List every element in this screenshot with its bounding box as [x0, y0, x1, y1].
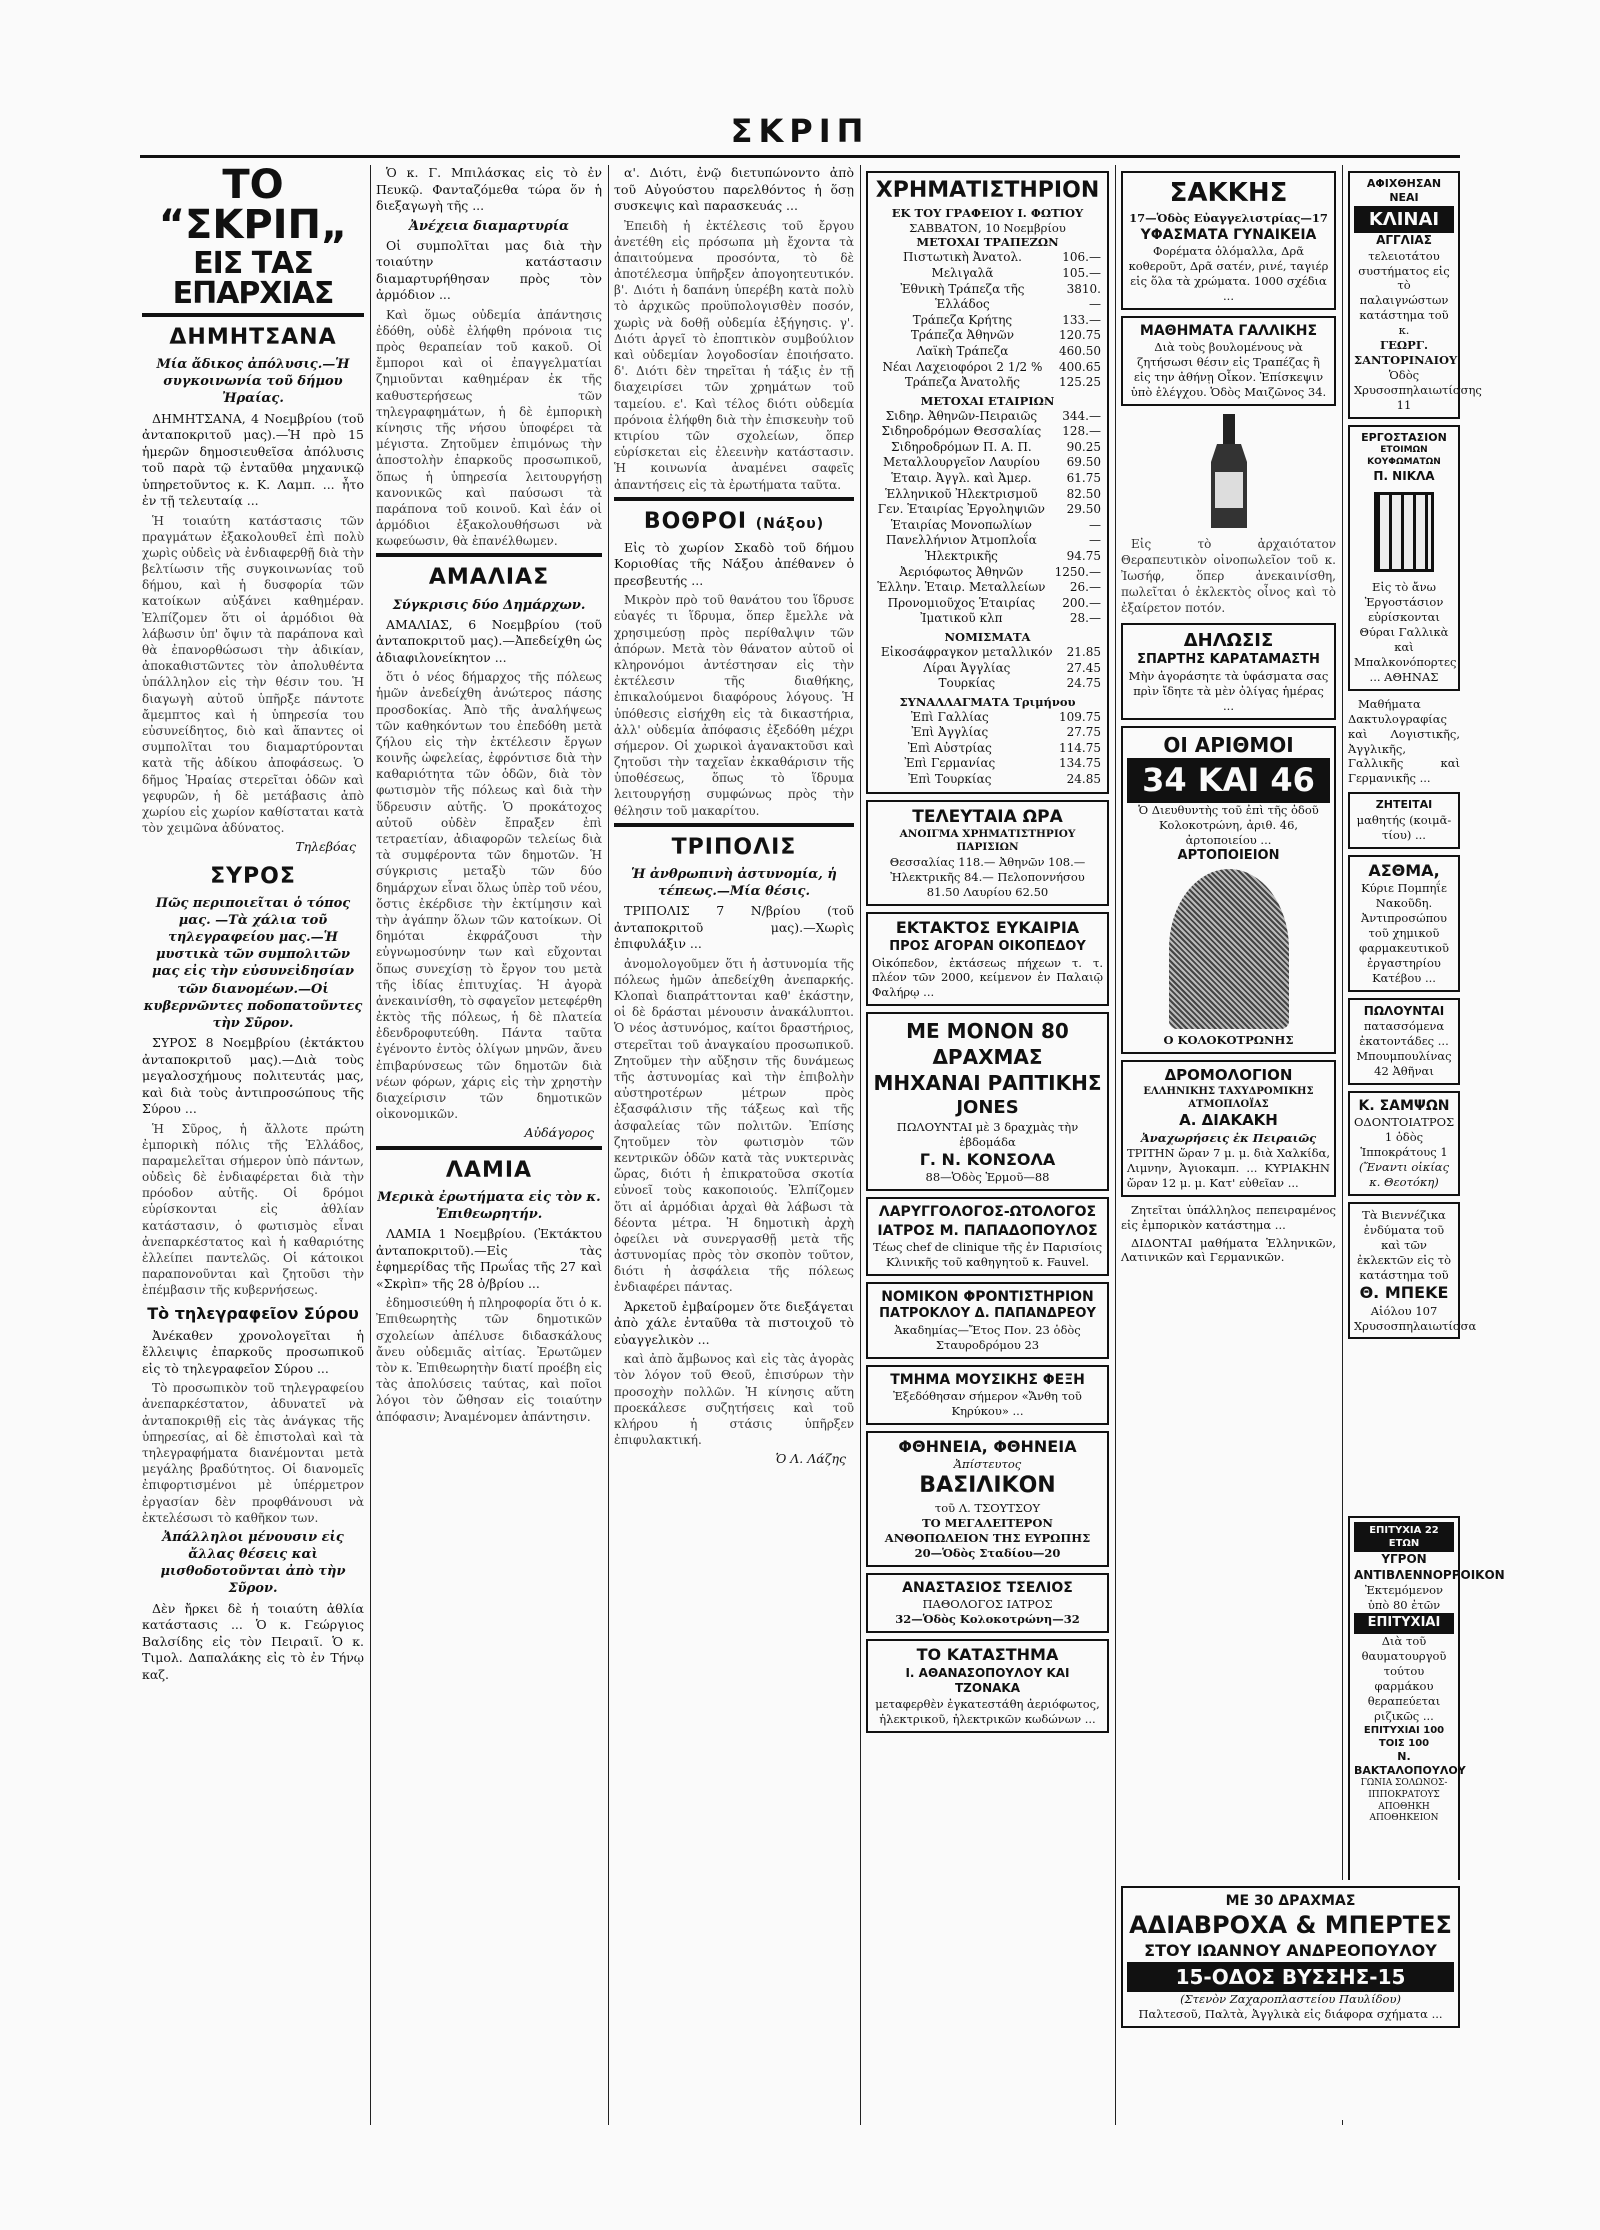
article-text-filler: ὅτι ὁ νέος δήμαρχος τῆς πόλεως ἡμῶν ἀνεδείχθη ἀνώτερος πάσης προσδοκίας. Ἀπὸ τῆς ἀναλήψεως τῶν καθηκόντων του ἐπεδόθη μετὰ ζήλου εἰς τὴν ἐκτέλεσιν ἔργων κοινῆς ὠφελείας, ἐφρόντισε διὰ τὴν καθαριότητα τῶν ὁδῶν, διὰ τὸν φωτισμὸν τῆς πόλεως καὶ διὰ τὴν ὕδρευσιν αὐτῆς. Ὁ προκάτοχος αὐτοῦ οὐδὲν ἔπραξεν ἐπὶ τετραετίαν, ἀδιαφορῶν τελείως διὰ τὰ συμφέροντα τῶν δημοτῶν. Ἡ σύγκρισις μεταξὺ τῶν δύο δημάρχων εἶναι ὅλως ὑπὲρ τοῦ νέου, ὅστις ἐκέρδισε τὴν ἐκτίμησιν καὶ τὴν ἀγάπην ὅλων τῶν κατοίκων. Οἱ δημόται ἐκφράζουσι τὴν εὐγνωμοσύνην των καὶ εὔχονται ὅπως συνεχίσῃ τὸ ἔργον του μετὰ τῆς ἰδίας ἐπιτυχίας. Ἡ ἀγορὰ ἀνεκαινίσθη, τὸ σφαγεῖον μετεφέρθη ἐκτὸς τῆς πόλεως, ἡ δὲ πλατεία ἐδενδροφυτεύθη. Πάντα ταῦτα ἐγένοντο ἐντὸς ὀλίγων μηνῶν, ἄνευ ἐπιβαρύνσεως τῶν δημοτῶν διὰ νέων φόρων, χάρις εἰς τὴν χρηστὴν διαχείρισιν τῶν δημοτικῶν οἰκονομικῶν.: [376, 670, 602, 1122]
bank-share-value: 460.50: [1059, 343, 1101, 358]
ad-remedy-text: Διὰ τοῦ θαυματουργοῦ τούτου φαρμάκου θεραπεύεται ριζικῶς ...: [1361, 1633, 1447, 1723]
divider: [614, 497, 854, 501]
divider: [376, 1146, 602, 1150]
currency-label: Λίραι Ἀγγλίας: [923, 660, 1011, 675]
ad-frames-title: ΕΡΓΟΣΤΑΣΙΟΝ: [1361, 430, 1447, 444]
company-share-row: [872, 533, 1103, 549]
ad-typing-text: Μαθήματα Δακτυλογραφίας καὶ Λογιστικῆς, Ἀγγλικῆς, Γαλλικῆς καὶ Γερμανικῆς ...: [1348, 696, 1460, 786]
ad-remedy-line: ΕΠΙΤΥΧΙΑΙ 100 ΤΟΙΣ 100: [1363, 1724, 1445, 1749]
ad-frames-name: Π. ΝΙΚΛΑ: [1373, 468, 1435, 483]
ad-law-school: [866, 1282, 1109, 1359]
column-2: [376, 165, 602, 2125]
ad-schedule-text: ΤΡΙΤΗΝ ὥραν 7 μ. μ. διὰ Χαλκίδα, Λιμνην, Ἀγιοκαμπ. ... ΚΥΡΙΑΚΗΝ ὥραν 12 μ. μ. Κατ' εὐθεῖαν ...: [1127, 1145, 1330, 1190]
currency-heading: ΝΟΜΙΣΜΑΤΑ: [944, 630, 1031, 644]
subheading: Μία ἄδικος ἀπόλυσις.—Ἡ συγκοινωνία τοῦ δήμου Ἠραίας.: [156, 357, 350, 407]
ad-law-title: ΝΟΜΙΚΟΝ ΦΡΟΝΤΙΣΤΗΡΙΟΝ: [881, 1288, 1094, 1305]
company-share-label: Ἑταιρίας Μονοπωλίων: [890, 517, 1032, 532]
exchange-rate-value: 27.75: [1066, 725, 1101, 740]
ad-beds-big: ΚΛΙΝΑΙ: [1354, 206, 1454, 233]
bank-shares-table: [872, 250, 1103, 390]
stock-exchange-box: [866, 171, 1109, 794]
company-share-row: [872, 471, 1103, 487]
ad-schedule: [1121, 1060, 1336, 1197]
company-share-value: 200.—: [1062, 595, 1101, 610]
company-share-row: [872, 409, 1103, 425]
ad-schedule-sub: ΕΛΛΗΝΙΚΗΣ ΤΑΧΥΔΡΟΜΙΚΗΣ ΑΤΜΟΠΛΟΪΑΣ: [1143, 1086, 1314, 1111]
article-text: Ἀρκετοῦ ἐμβαίρομεν ὅτε διεξάγεται ἀπὸ χάλε ἐνταῦθα τὰ πιστοιχοῦ τὸ εὐαγγελικὸν ...: [614, 1298, 854, 1347]
bank-share-label: Τράπεζα Κρήτης: [912, 312, 1013, 327]
article-text: ΤΡΙΠΟΛΙΣ 7 Ν/βρίου (τοῦ ἀνταποκριτοῦ μας).—Χωρὶς ἐπιφυλάξιν ...: [614, 903, 854, 952]
bank-share-value: 120.75: [1059, 328, 1101, 343]
article-text-filler: Ἡ Σῦρος, ἡ ἄλλοτε πρώτη ἐμπορικὴ πόλις τῆς Ἑλλάδος, παραμελεῖται σήμερον ὑπὸ πάντων, οὐδεὶς δὲ ἐνδιαφέρεται διὰ τὴν πρόοδον αὐτῆς. Οἱ δρόμοι εὑρίσκονται εἰς ἀθλίαν κατάστασιν, ὁ φωτισμὸς εἶναι ἀνεπαρκέστατος καὶ ἡ καθαριότης ἐλλείπει παντελῶς. Οἱ κάτοικοι παραπονοῦνται καὶ ζητοῦσι τὴν ἐπέμβασιν τῆς κυβερνήσεως.: [142, 1121, 364, 1298]
company-share-value: 128.—: [1062, 424, 1101, 439]
company-share-value: 90.25: [1066, 439, 1101, 454]
ad-physician-title: ΠΑΘΟΛΟΓΟΣ ΙΑΤΡΟΣ: [922, 1596, 1053, 1611]
column-rule: [860, 165, 861, 2125]
ad-plot-sale: [866, 912, 1109, 1007]
exchange-rate-row: [872, 725, 1103, 741]
exchange-rate-label: Ἐπὶ Τουρκίας: [908, 772, 992, 787]
ad-sakkis-sub: ΥΦΑΣΜΑΤΑ ΓΥΝΑΙΚΕΙΑ: [1140, 226, 1317, 243]
ad-remedy-big2: ΕΠΙΤΥΧΙΑΙ: [1354, 1613, 1454, 1634]
ad-for-sale: [1348, 998, 1460, 1085]
divider: [376, 553, 602, 557]
ad-raincoats-line1: ΜΕ 30 ΔΡΑΧΜΑΣ: [1225, 1893, 1356, 1909]
ad-declaration-text: Μὴν ἀγοράσητε τὰ ὑφάσματα σας πρὶν ἴδητε τὰ μὲν ὀλίγας ἡμέρας ...: [1128, 668, 1329, 713]
ad-bakery-logo: ΑΡΤΟΠΟΙΕΙΟΝ: [1177, 848, 1280, 864]
ad-clothes-addr: Αἰόλου 107 Χρυσοσπηλαιωτίσσα: [1354, 1303, 1477, 1333]
company-share-label: Σιδηροδρόμων Θεσσαλίας: [881, 424, 1042, 439]
company-share-row: [872, 424, 1103, 440]
bank-share-label: Νέαι Λαχειοφόροι 2 1/2 %: [882, 359, 1043, 374]
article-text-filler: ἐδημοσιεύθη ἡ πληροφορία ὅτι ὁ κ. Ἐπιθεωρητὴς τῶν δημοτικῶν σχολείων ἀπέλυσε διδασκάλους ἄνευ οὐδεμιᾶς αἰτίας. Ἐρωτῶμεν τὸν κ. Ἐπιθεωρητὴν διατί προέβη εἰς τὰς ἀπολύσεις ταύτας, καὶ ποῖοι λόγοι τὸν ὤθησαν εἰς τοιαύτην ἀπόφασιν; Ἀναμένομεν ἀπάντησιν.: [376, 1296, 602, 1424]
exchange-heading: ΣΥΝΑΛΛΑΓΜΑΤΑ Τριμήνου: [899, 694, 1076, 709]
company-share-label: Μεταλλουργεῖον Λαυρίου: [882, 455, 1040, 470]
ad-asthma: [1348, 855, 1460, 992]
article-text-filler: Ἐπειδὴ ἡ ἐκτέλεσις τοῦ ἔργου ἀνετέθη εἰς πρόσωπα μὴ ἔχοντα τὰ ἀπαιτούμενα προσόντα, τὸ δὲ ἀποτέλεσμα ὑπῆρξεν ἀπογοητευτικόν. β'. Διότι ἡ δαπάνη ὑπερέβη κατὰ πολὺ τὸ ἀρχικῶς προϋπολογισθὲν ποσόν, χωρὶς νὰ δοθῇ οὐδεμία ἐξήγησις. γ'. Διότι ἀργεῖ τὸ ἐποπτικὸν συμβούλιον καὶ οὐδεμίαν λογοδοσίαν ἐποιήσατο. δ'. Διότι δὲν τηρεῖται ἡ τάξις ἐν τῇ διαχειρίσει τῶν χρημάτων τοῦ ταμείου. ε'. Καὶ τέλος διότι οὐδεμία πρόνοια ἐλήφθη διὰ τὴν ἐπισκευὴν τοῦ κτιρίου τῶν σχολείων, ὅπερ εὑρίσκεται εἰς ἐλεεινὴν κατάστασιν. Ἡ κοινωνία ἀναμένει σαφεῖς ἀπαντήσεις εἰς τὰ ἐρωτήματα ταῦτα.: [614, 218, 854, 492]
exchange-rate-value: 109.75: [1059, 709, 1101, 724]
ad-remedy-title: ΕΠΙΤΥΧΙΑ 22 ΕΤΩΝ: [1354, 1522, 1454, 1552]
currency-value: 24.75: [1066, 676, 1101, 691]
divider: [614, 823, 854, 827]
company-share-row: [872, 440, 1103, 456]
company-share-row: [872, 487, 1103, 503]
ad-music-text: Ἐξεδόθησαν σήμερον «Ἄνθη τοῦ Κηρύκου» ...: [893, 1388, 1082, 1418]
last-hour-title: ΤΕΛΕΥΤΑΙΑ ΩΡΑ: [912, 806, 1063, 827]
ad-florist-sub: Ἀπίστευτος: [953, 1457, 1022, 1472]
company-share-value: 94.75: [1066, 549, 1101, 564]
subheading: Μερικὰ ἐρωτήματα εἰς τὸν κ. Ἐπιθεωρητήν.: [377, 1189, 601, 1223]
bank-share-label: Τράπεζα Ἀνατολῆς: [904, 375, 1020, 390]
ad-for-sale-title: ΠΩΛΟΥΝΤΑΙ: [1363, 1003, 1445, 1018]
ad-physician: [866, 1573, 1109, 1633]
bank-share-row: [872, 250, 1103, 266]
company-share-label: Ἑλλην. Ἑταιρ. Μεταλλείων: [877, 580, 1046, 595]
article-text-filler: Μικρὸν πρὸ τοῦ θανάτου του ἵδρυσε εὐαγές τι ἵδρυμα, ὅπερ ἔμελλε νὰ χρησιμεύσῃ πρὸς περίθαλψιν τῶν ἀπόρων. Μετὰ τὸν θάνατον αὐτοῦ οἱ κληρονόμοι ἀντέστησαν εἰς τὴν ἐκτέλεσιν τῆς διαθήκης, ἐπικαλούμενοι διαφόρους λόγους. Ἡ ὑπόθεσις εἰσήχθη εἰς τὰ δικαστήρια, ἀλλ' οὐδεμία ἀπόφασις ἐξεδόθη μέχρι σήμερον. Οἱ χωρικοὶ ἀγανακτοῦσι καὶ ζητοῦσι τὴν ταχεῖαν ἐκκαθάρισιν τῆς ὑποθέσεως, ὅπως τὸ ἵδρυμα λειτουργήσῃ συμφώνως πρὸς τὴν θέλησιν τοῦ μακαρίτου.: [614, 593, 854, 818]
currency-row: [872, 645, 1103, 661]
company-share-row: [872, 502, 1103, 518]
ad-beds-name: ΓΕΩΡΓ. ΣΑΝΤΟΡΙΝΑΙΟΥ: [1354, 338, 1458, 368]
ad-clothes-name: Θ. ΜΠΕΚΕ: [1359, 1282, 1449, 1302]
exchange-rate-label: Ἐπὶ Ἀγγλίας: [911, 725, 989, 740]
ad-sewing-brand: JONES: [956, 1097, 1019, 1119]
ad-tonic-text: Εἰς τὸ ἀρχαιότατον Θεραπευτικὸν οἰνοπωλεῖον τοῦ κ. Ἰωσήφ, ὅπερ ἀνεκαινίσθη, πωλεῖται ὁ ἐκλεκτὸς οἶνος καὶ τὸ ἐξαίρετον ποτόν.: [1121, 536, 1336, 616]
bank-share-value: 125.25: [1059, 375, 1101, 390]
ad-dentist-addr2: (Ἔναντι οἰκίας κ. Θεοτόκη): [1358, 1160, 1450, 1190]
company-share-label: Ἰματικοῦ κλπ: [920, 611, 1003, 626]
article-text: ΔΗΜΗΤΣΑΝΑ, 4 Νοεμβρίου (τοῦ ἀνταποκριτοῦ μας).—Ἡ πρὸ 15 ἡμερῶν δημοσιευθεῖσα ἀπόλυσις τοῦ παρὰ τῷ ἐνταῦθα μηχανικῷ ὑπηρετοῦντος κ. Κ. Λαμπ. ... ἦτο ἐν τῇ τελευταίᾳ ...: [142, 410, 364, 508]
article-text-filler: Ἡ τοιαύτη κατάστασις τῶν πραγμάτων ἐξακολουθεῖ ἐπὶ πολὺ χωρὶς οὐδεὶς νὰ ἐνδιαφερθῇ διὰ τὴν βελτίωσιν τῆς συγκοινωνίας τοῦ δήμου, καὶ ἡ δυσφορία τῶν κατοίκων αὐξάνει καθημέραν. Ἐλπίζομεν ὅτι οἱ ἁρμόδιοι θὰ λάβωσιν ὑπ' ὄψιν τὰ παράπονα καὶ θὰ ἐπανορθώσωσι τὴν ἀδικίαν, ἀποκαθιστῶντες τὸν ἀπολυθέντα ὑπάλληλον εἰς τὴν θέσιν του. Ἡ διαγωγὴ αὐτοῦ ὑπῆρξε πάντοτε ἄμεμπτος καὶ ἡ ὑπηρεσία του εὐσυνείδητος, διὸ καὶ ἅπαντες οἱ συμπολῖται του διαμαρτύρονται κατὰ τῆς ἀδίκου ἀποφάσεως. Ὁ δῆμος Ἡραίας στερεῖται ὁδῶν καὶ γεφυρῶν, ἡ δὲ μετάβασις ἀπὸ χωρίου εἰς χωρίον καθίσταται κατὰ τὸν χειμῶνα ἀδύνατος.: [142, 513, 364, 836]
ad-declaration-title: ΔΗΛΩΣΙΣ: [1183, 629, 1274, 651]
ad-ent-title: ΛΑΡΥΓΓΟΛΟΓΟΣ-ΩΤΟΛΟΓΟΣ: [878, 1204, 1097, 1221]
column-rule: [370, 165, 371, 2125]
ad-wanted-text: Ζητεῖται ὑπάλληλος πεπειραμένος εἰς ἐμπορικὸν κατάστημα ...: [1121, 1202, 1336, 1232]
ad-wanted: [1348, 792, 1460, 848]
currency-label: Εἰκοσάφραγκον μεταλλικόν: [880, 644, 1053, 659]
company-share-value: 26.—: [1069, 580, 1101, 595]
ad-schedule-title: ΔΡΟΜΟΛΟΓΙΟΝ: [1164, 1065, 1293, 1084]
ad-raincoats-wrapper: [1121, 1880, 1460, 2120]
ad-clothes-text: Τὰ Βιεννέζικα ἐνδύματα τοῦ καὶ τῶν ἐκλεκτῶν εἰς τὸ κατάστημα τοῦ: [1356, 1208, 1452, 1282]
ad-sakkis-addr: 17—Ὁδὸς Εὐαγγελιστρίας—17: [1129, 210, 1328, 225]
ad-beds: [1348, 171, 1482, 419]
masthead-title: ΣΚΡΙΠ: [730, 112, 870, 150]
ad-clothes: [1348, 1202, 1477, 1339]
bank-share-value: 400.65: [1059, 359, 1101, 374]
company-share-value: —: [1089, 533, 1101, 548]
section-syros: ΣΥΡΟΣ: [210, 863, 296, 889]
company-share-row: [872, 518, 1103, 534]
ad-physician-addr: 32—Ὁδὸς Κολοκοτρώνη—32: [895, 1611, 1080, 1626]
ad-store-text: μεταφερθὲν ἐγκατεστάθη ἀεριόφωτος, ἠλεκτρικοῦ, ἠλεκτρικῶν κωδώνων ...: [875, 1696, 1100, 1726]
column-rule: [1342, 165, 1343, 2125]
article-text: ΣΥΡΟΣ 8 Νοεμβρίου (ἐκτάκτου ἀνταποκριτοῦ μας).—Διὰ τοὺς μεγαλοσχήμους πολιτευτάς μας, καὶ διὰ τοὺς ἀντιπροσώπους τῆς Σύρου ...: [142, 1035, 364, 1117]
ad-plot-text: Οἰκόπεδον, ἐκτάσεως πήχεων τ. τ. πλέον τῶν 2000, κείμενον ἐν Παλαιῷ Φαλήρῳ ...: [872, 955, 1103, 1000]
company-share-label: Σιδηρ. Ἀθηνῶν-Πειραιῶς: [885, 408, 1038, 423]
bank-share-label: Πιστωτικὴ Ἀνατολ.: [902, 250, 1022, 265]
ad-sakkis-title: ΣΑΚΚΗΣ: [1169, 178, 1288, 208]
ad-sewing-line2: ΜΗΧΑΝΑΙ ΡΑΠΤΙΚΗΣ: [873, 1071, 1102, 1096]
section-amalias: ΑΜΑΛΙΑΣ: [428, 565, 550, 591]
column-rule: [608, 165, 609, 2125]
ad-french-lessons: [1121, 316, 1336, 406]
bottle-illustration: [1199, 412, 1259, 532]
signature: Αὐδάγορος: [524, 1125, 594, 1141]
ad-florist-addr: 20—Ὁδὸς Σταδίου—20: [914, 1545, 1061, 1560]
subheading: Ἀνέχεια διαμαρτυρία: [408, 218, 570, 234]
article-text: Ὁ κ. Γ. Μπιλάσκας εἰς τὸ ἐν Πευκῷ. Φανταζόμεθα τώρα ὅν ἡ διεξαγωγὴ τῆς ...: [376, 165, 602, 213]
section-lamia: ΛΑΜΙΑ: [445, 1157, 533, 1183]
ad-sakkis-text: Φορέματα ὁλόμαλλα, Δρᾶ κοθεροῦτ, Δρᾶ σατέν, ρινέ, ταγιέρ εἰς ὅλα τὰ χρώματα. 1000 σχέδια ...: [1128, 243, 1329, 303]
currency-value: 27.45: [1066, 660, 1101, 675]
exchange-rate-row: [872, 772, 1103, 788]
company-share-label: Ἑλληνικοῦ Ἠλεκτρισμοῦ: [885, 486, 1038, 501]
company-share-row: [872, 580, 1103, 596]
ad-asthma-title: ΑΣΘΜΑ,: [1368, 860, 1440, 880]
ad-music: [866, 1365, 1109, 1425]
bank-share-value: 105.—: [1062, 266, 1101, 280]
last-hour-text: Θεσσαλίας 118.— Ἀθηνῶν 108.— Ἠλεκτρικῆς 84.— Πελοποννήσου 81.50 Λαυρίου 62.50: [889, 855, 1086, 899]
article-text: α'. Διότι, ἐνῷ διετυπώνοντο ἀπὸ τοῦ Αὐγούστου παρελθόντος ἡ ὅσῃ συσκεψις καὶ παρασκευάς ...: [614, 165, 854, 213]
ad-french-text: Διὰ τοὺς βουλομένους νὰ ζητήσωσι θέσιν εἰς Τραπέζας ἢ εἰς την ἀθήνῃ Οἶκον. Ἐπίσκεψιν ὑπὸ ἐλέγχου. Ὁδὸς Μαιζῶνος 34.: [1130, 339, 1327, 399]
currency-table: [872, 645, 1103, 692]
ad-remedy-sub: Ἐκτεμόμενον ὑπὸ 80 ἐτῶν: [1364, 1583, 1444, 1613]
article-text: Εἰς τὸ χωρίον Σκαδὸ τοῦ δήμου Κοριοθίας τῆς Νάξου ἀπέθανεν ὁ πρεσβευτής ...: [614, 539, 854, 588]
ad-remedy-shop: Ν. ΒΑΚΤΑΛΟΠΟΥΛΟΥ: [1354, 1749, 1466, 1777]
ad-wanted-desc: μαθητής (κοιμᾶ-τίου) ...: [1356, 812, 1452, 842]
exchange-rate-value: 114.75: [1059, 740, 1101, 755]
ad-bakery-text: Ὁ Διευθυντὴς τοῦ ἐπὶ τῆς ὁδοῦ Κολοκοτρώνη, ἀριθ. 46, ἀρτοποιείου ...: [1138, 803, 1319, 848]
ad-remedy-big: ΥΓΡΟΝ ΑΝΤΙΒΛΕΝΝΟΡΡΟΙΚΟΝ: [1354, 1552, 1505, 1582]
article-text: Δὲν ἤρκει δὲ ἡ τοιαύτη ἀθλία κατάστασις ... Ὁ κ. Γεώργιος Βαλσίδης εἰς τὸν Πειραιῖ. Ὁ κ. Τιμολ. Δαπαλάκης εἰς τὸ ἐν Τήνῳ καζ.: [142, 1600, 364, 1682]
bottle-icon: [1199, 412, 1259, 532]
ad-beds-text: τελειοτάτου συστήματος εἰς τὸ παλαιγνώστων κατάστημα τοῦ κ.: [1358, 248, 1450, 338]
ad-bakery-title: ΟΙ ΑΡΙΘΜΟΙ: [1163, 732, 1294, 757]
ad-wanted-title: ΖΗΤΕΙΤΑΙ: [1375, 798, 1433, 812]
column-5: [1121, 165, 1336, 2125]
ad-dentist-title: Κ. ΣΑΜΨΩΝ: [1358, 1098, 1450, 1115]
article-text-filler: καὶ ἀπὸ ἄμβωνος καὶ εἰς τὰς ἀγορὰς τὸν λόγον τοῦ Θεοῦ, ἐπισύρων τὴν προσοχὴν πολλῶν. Ἡ κίνησις αὕτη προεκάλεσε συζητήσεις καὶ τοῦ κλήρου ἡ στάσις ὑπῆρξεν ἐπιφυλακτική.: [614, 1352, 854, 1448]
ad-sakkis: [1121, 171, 1336, 310]
ad-store: [866, 1639, 1109, 1733]
ad-florist-name: τοῦ Λ. ΤΣΟΥΤΣΟΥ: [934, 1500, 1041, 1515]
ad-dentist-sub: ΟΔΟΝΤΟΙΑΤΡΟΣ: [1354, 1115, 1455, 1130]
ad-frames-sub: ΕΤΟΙΜΩΝ ΚΟΥΦΩΜΑΤΩΝ: [1367, 445, 1441, 467]
signature: Ὁ Λ. Λάζης: [775, 1451, 846, 1467]
ad-physician-name: ΑΝΑΣΤΑΣΙΟΣ ΤΣΕΛΙΟΣ: [902, 1579, 1073, 1596]
subsection-telegraph: Τὸ τηλεγραφεῖον Σύρου: [147, 1303, 359, 1323]
article-text: ΑΜΑΛΙΑΣ, 6 Νοεμβρίου (τοῦ ἀνταποκριτοῦ μας).—Ἀπεδείχθη ὡς ἀδιαφιλονείκητον ...: [376, 616, 602, 665]
article-text: ΛΑΜΙΑ 1 Νοεμβρίου. (Ἐκτάκτου ἀνταποκριτοῦ).—Εἰς τὰς ἐφημερίδας τῆς Πρωΐας τῆς 27 καὶ «Σκρὶπ» τῆς 28 ὀ/βρίου ...: [376, 1226, 602, 1291]
company-share-label: Ἠλεκτρικῆς: [924, 549, 998, 564]
ad-lessons-text: ΔΙΔΟΝΤΑΙ μαθήματα Ἑλληνικῶν, Λατινικῶν καὶ Γερμανικῶν.: [1121, 1235, 1336, 1265]
section-vothroi: [614, 507, 854, 536]
ad-schedule-name: Α. ΔΙΑΚΑΚΗ: [1179, 1111, 1278, 1130]
ad-law-text: Ἀκαδημίας—Ἔτος Πον. 23 ὁδὸς Σταυροδρόμου 23: [894, 1322, 1081, 1352]
ad-sewing-line3: ΠΩΛΟΥΝΤΑΙ μὲ 3 δραχμὰς τὴν ἑβδομάδα: [896, 1119, 1079, 1149]
ad-beds-sub: ΑΓΓΛΙΑΣ: [1376, 232, 1432, 247]
ad-remedy-addr: ΓΩΝΙΑ ΣΟΛΩΝΟΣ-ΙΠΠΟΚΡΑΤΟΥΣ: [1360, 1778, 1448, 1800]
ad-frames: [1348, 425, 1460, 691]
ad-sewing-addr: 88—Ὁδὸς Ἑρμοῦ—88: [925, 1170, 1050, 1185]
masthead: [140, 112, 1460, 158]
bank-share-label: Λαϊκὴ Τράπεζα: [916, 343, 1009, 358]
company-share-label: Προνομιοῦχος Ἑταιρίας: [887, 595, 1036, 610]
ad-raincoats-text: Παλτεσοῦ, Παλτὰ, Ἀγγλικὰ εἰς διάφορα σχήματα ...: [1138, 2007, 1443, 2022]
column-3: [614, 165, 854, 2125]
door-illustration: [1374, 492, 1434, 572]
exchange-rate-row: [872, 741, 1103, 757]
ad-declaration: [1121, 623, 1336, 720]
ad-frames-text: Εἰς τὸ ἄνω Ἐργοστάσιον εὑρίσκονται Θύραι Γαλλικὰ καὶ Μπαλκονόπορτες ... ΑΘΗΝΑΣ: [1354, 580, 1457, 684]
ad-florist-title: ΦΘΗΝΕΙΑ, ΦΘΗΝΕΙΑ: [898, 1436, 1077, 1456]
stock-exchange-title: ΧΡΗΜΑΤΙΣΤΗΡΙΟΝ: [875, 178, 1100, 203]
subheading: Πῶς περιποιεῖται ὁ τόπος μας. —Τὰ χάλια τοῦ τηλεγραφείου μας.—Ἡ μυστικὰ τῶν συμπολιτῶν μας εἰς τὴν εὐσυνεἰδησίαν τῶν διανομέων.—Οἱ κυβερνῶντες ποδοπατοῦντες τὴν Σῦρον.: [143, 895, 363, 1031]
exchange-rate-label: Ἐπὶ Γαλλίας: [910, 709, 989, 724]
article-text: Οἱ συμπολῖται μας διὰ τὴν τοιαύτην κατάστασιν διαμαρτυρήθησαν πρὸς τὸν ἀρμόδιον ...: [376, 237, 602, 303]
exchange-rate-label: Ἐπὶ Αὐστρίας: [907, 740, 992, 755]
section-tripolis: ΤΡΙΠΟΛΙΣ: [671, 834, 797, 860]
ad-dentist-addr: 1 ὁδὸς Ἱπποκράτους 1: [1360, 1130, 1448, 1160]
bank-share-label: Μελιγαλᾶ: [931, 266, 994, 280]
ad-music-title: ΤΜΗΜΑ ΜΟΥΣΙΚΗΣ ΦΕΞΗ: [890, 1371, 1085, 1388]
bank-share-value: 3810.—: [1066, 281, 1101, 312]
subheading: Ἀπάλληλοι μένουσιν εἰς ἄλλας θέσεις καὶ μισθοδοτοῦνται ἀπὸ τὴν Σῦρον.: [160, 1529, 346, 1597]
divider: [142, 313, 364, 317]
currency-label: Τουρκίας: [938, 676, 996, 691]
ad-bakery: [1121, 726, 1336, 1054]
ad-sewing-machines: [866, 1012, 1109, 1191]
ad-french-title: ΜΑΘΗΜΑΤΑ ΓΑΛΛΙΚΗΣ: [1139, 322, 1318, 339]
article-text-filler: Τὸ προσωπικὸν τοῦ τηλεγραφείου ἀνεπαρκέστατον, ἀδυνατεῖ νὰ ἀνταποκριθῇ εἰς τὰς ἀνάγκας τῆς ὑπηρεσίας, αἱ δὲ ἐπιστολαὶ καὶ τὰ τηλεγραφήματα διανέμονται μετὰ μεγάλης βραδύτητος. Οἱ διανομεῖς ἐπιφορτισμένοι μὲ ὑπέρμετρον ἐργασίαν δὲν προφθάνουσι νὰ ἐκτελέσωσι τὸ καθῆκον των.: [142, 1381, 364, 1525]
company-share-value: 82.50: [1066, 486, 1101, 501]
company-share-value: 61.75: [1066, 471, 1101, 486]
bank-share-label: Ἐθνικὴ Τράπεζα τῆς Ἑλλάδος: [900, 281, 1025, 312]
bank-share-label: Τράπεζα Ἀθηνῶν: [910, 328, 1015, 343]
bank-share-value: 106.—: [1062, 250, 1101, 265]
stock-exchange-source: ΕΚ ΤΟΥ ΓΡΑΦΕΙΟΥ Ι. ΦΩΤΙΟΥ: [891, 205, 1084, 220]
company-share-label: Ἑταιρ. Ἀγγλ. καὶ Ἀμερ.: [891, 471, 1032, 486]
stock-exchange-date: ΣΑΒΒΑΤΟΝ, 10 Νοεμβρίου: [909, 220, 1066, 235]
ad-bakery-big: 34 ΚΑΙ 46: [1127, 758, 1330, 804]
exchange-rate-label: Ἐπὶ Γερμανίας: [904, 756, 996, 771]
ad-for-sale-text: πατασσόμενα ἑκατοντάδες ... Μπουμπουλίνας 42 Ἀθῆναι: [1356, 1019, 1452, 1079]
bank-shares-heading: ΜΕΤΟΧΑΙ ΤΡΑΠΕΖΩΝ: [916, 235, 1059, 250]
column-4: [866, 165, 1109, 2125]
ad-raincoats-sub: (Στενὸν Ζαχαροπλαστείου Παυλίδου): [1180, 1992, 1401, 2007]
exchange-rate-value: 24.85: [1066, 772, 1101, 787]
company-share-value: —: [1089, 517, 1101, 532]
ad-schedule-sub2: Ἀναχωρήσεις ἐκ Πειραιῶς: [1140, 1130, 1317, 1145]
ad-store-title: ΤΟ ΚΑΤΑΣΤΗΜΑ: [916, 1644, 1059, 1664]
section-dimitsana: ΔΗΜΗΤΣΑΝΑ: [169, 325, 337, 350]
company-share-value: 1250.—: [1054, 564, 1101, 579]
company-share-row: [872, 549, 1103, 565]
ad-ent-text: Τέως chef de clinique τῆς ἐν Παρισίοις Κλινικῆς τοῦ καθηγητοῦ κ. Fauvel.: [872, 1239, 1103, 1269]
headline-provinces: ΕΙΣ ΤΑΣ ΕΠΑΡΧΙΑΣ: [172, 246, 334, 311]
company-share-label: Γεν. Ἑταιρίας Ἐργοληψιῶν: [877, 502, 1045, 517]
kolokotronis-portrait: [1169, 869, 1289, 1029]
bank-share-row: [872, 344, 1103, 360]
column-rule: [1115, 165, 1116, 2125]
article-text-filler: Καὶ ὅμως οὐδεμία ἀπάντησις ἐδόθη, οὐδὲ ἐλήφθη πρόνοια τις πρὸς θεραπείαν τοῦ κακοῦ. Οἱ ἔμποροι καὶ οἱ ἐπαγγελματίαι ζημιοῦνται καθημέραν ἐκ τῆς καθυστερήσεως τῶν τηλεγραφημάτων, ἡ δὲ ἐμπορικὴ κίνησις τῆς νήσου ὑποφέρει τὰ μέγιστα. Ζητοῦμεν ἐπιμόνως τὴν ἀποστολὴν ἐπαρκοῦς προσωπικοῦ, ὅπως ἡ ὑπηρεσία λειτουργήσῃ κανονικῶς καὶ παύσωσι τὰ παράπονα τοῦ κοινοῦ. Καὶ ἐάν οἱ ἁρμόδιοι ἐξακολουθήσωσι νὰ κωφεύωσιν, θὰ ἐπανέλθωμεν.: [376, 307, 602, 549]
bank-share-row: [872, 375, 1103, 391]
bank-share-row: [872, 328, 1103, 344]
company-shares-table: [872, 409, 1103, 627]
company-share-label: Πανελλήνιον Ἀτμοπλοΐα: [886, 533, 1037, 548]
subheading: Σύγκρισις δύο Δημάρχων.: [392, 597, 586, 613]
article-text: Ἀνέκαθεν χρονολογεῖται ἡ ἔλλειψις ἐπαρκοῦς προσωπικοῦ εἰς τὸ τηλεγραφεῖον Σύρου ...: [142, 1327, 364, 1376]
bank-share-value: 133.—: [1062, 312, 1101, 327]
ad-florist-line: ΤΟ ΜΕΓΑΛΕΙΤΕΡΟΝ ΑΝΘΟΠΩΛΕΙΟΝ ΤΗΣ ΕΥΡΩΠΗΣ: [884, 1515, 1091, 1545]
company-share-value: 28.—: [1069, 611, 1101, 626]
currency-value: 21.85: [1066, 644, 1101, 659]
ad-raincoats: [1121, 1886, 1460, 2028]
column-1: [142, 162, 364, 2125]
last-hour-box: [866, 800, 1109, 906]
ad-dentist: [1348, 1091, 1460, 1196]
subheading: Ἡ ἀνθρωπινὴ ἀστυνομία, ἡ τέπεως.—Μία θέσις.: [631, 866, 837, 900]
exchange-rate-row: [872, 710, 1103, 726]
section-vothroi-place: (Νάξου): [755, 515, 825, 532]
company-share-value: 69.50: [1066, 455, 1101, 470]
bank-share-row: [872, 313, 1103, 329]
company-share-row: [872, 611, 1103, 627]
ad-raincoats-big: ΑΔΙΑΒΡΟΧΑ & ΜΠΕΡΤΕΣ: [1129, 1911, 1452, 1940]
ad-remedy-end: ΑΠΟΘΗΚΗ ΑΠΟΘΗΚΕΙΟΝ: [1369, 1801, 1439, 1824]
ad-store-name: Ι. ΑΘΑΝΑΣΟΠΟΥΛΟΥ ΚΑΙ ΤΖΟΝΑΚΑ: [905, 1665, 1070, 1696]
ad-raincoats-addr: 15-ΟΔΟΣ ΒΥΣΣΗΣ-15: [1127, 1962, 1454, 1992]
headline-skrip: ΤΟ “ΣΚΡΙΠ„: [158, 162, 348, 248]
last-hour-sub: ΑΝΟΙΓΜΑ ΧΡΗΜΑΤΙΣΤΗΡΙΟΥ ΠΑΡΙΣΙΩΝ: [899, 827, 1076, 854]
bank-share-row: [872, 360, 1103, 376]
company-share-row: [872, 455, 1103, 471]
ad-plot-sub: ΠΡΟΣ ΑΓΟΡΑΝ ΟΙΚΟΠΕΔΟΥ: [889, 938, 1086, 954]
ad-plot-title: ΕΚΤΑΚΤΟΣ ΕΥΚΑΙΡΙΑ: [895, 917, 1080, 937]
ad-asthma-text: Κύριε Πομπηΐε Νακοῦδη. Ἀντιπροσώπου τοῦ χημικοῦ φαρμακευτικοῦ ἐργαστηρίου Κατέβου ...: [1359, 881, 1449, 985]
signature: Τηλεβόας: [295, 839, 356, 855]
ad-beds-title: ΑΦΙΧΘΗΣΑΝ ΝΕΑΙ: [1366, 177, 1442, 205]
ad-sewing-name: Γ. Ν. ΚΟΝΣΟΛΑ: [919, 1149, 1056, 1169]
bank-share-row: [872, 266, 1103, 282]
company-share-row: [872, 565, 1103, 581]
exchange-rate-value: 134.75: [1059, 756, 1101, 771]
ad-beds-addr: Ὁδὸς Χρυσοσπηλαιωτίσσης 11: [1354, 368, 1482, 412]
company-shares-heading: ΜΕΤΟΧΑΙ ΕΤΑΙΡΙΩΝ: [920, 393, 1055, 408]
ad-sewing-line1: ΜΕ ΜΟΝΟΝ 80 ΔΡΑΧΜΑΣ: [906, 1019, 1069, 1070]
ad-florist-big: ΒΑΣΙΛΙΚΟΝ: [919, 1473, 1056, 1499]
ad-bakery-caption: Ο ΚΟΛΟΚΟΤΡΩΝΗΣ: [1163, 1032, 1294, 1047]
ad-declaration-name: ΣΠΑΡΤΗΣ ΚΑΡΑΤΑΜΑΣΤΗ: [1137, 651, 1320, 667]
currency-row: [872, 676, 1103, 692]
exchange-rate-row: [872, 756, 1103, 772]
company-share-row: [872, 596, 1103, 612]
section-vothroi-title: ΒΟΘΡΟΙ: [643, 508, 748, 534]
ad-doctor-ent: [866, 1197, 1109, 1275]
company-share-value: 29.50: [1066, 502, 1101, 517]
ad-florist: [866, 1431, 1109, 1567]
article-text-filler: ἀνομολογοῦμεν ὅτι ἡ ἀστυνομία τῆς πόλεως ἡμῶν ἀπεδείχθη ἀνεπαρκής. Κλοπαὶ διαπράττονται καθ' ἑκάστην, οἱ δὲ δράσται μένουσιν ἀνακάλυπτοι. Ὁ νέος ἀστυνόμος, καίτοι δραστήριος, στερεῖται τοῦ ἀναγκαίου προσωπικοῦ. Ζητοῦμεν τὴν αὔξησιν τῆς δυνάμεως τῆς ἀστυνομίας καὶ τὴν ἐπιβολὴν αὐστηροτέρων μέτρων πρὸς ἐξασφάλισιν τῆς τάξεως καὶ τῆς ἀσφαλείας τῶν πολιτῶν. Ἐπίσης ζητοῦμεν τὸν φωτισμὸν τῶν κεντρικῶν ὁδῶν κατὰ τὰς νυκτερινὰς ὥρας, διότι ἡ ἐπικρατοῦσα σκοτία εὐνοεῖ τοὺς κακοποιούς. Ἐλπίζομεν ὅτι αἱ ἁρμόδιαι ἀρχαὶ θὰ λάβωσι τὰ δέοντα μέτρα. Ἡ δημοτικὴ ἀρχὴ ὀφείλει νὰ συνεργασθῇ μετὰ τῆς ἀστυνομίας πρὸς τὸν σκοπὸν τοῦτον, διότι ἡ ἀσφάλεια τῆς πόλεως ἐνδιαφέρει πάντας.: [614, 956, 854, 1295]
bank-share-row: [872, 282, 1103, 313]
ad-ent-name: ΙΑΤΡΟΣ Μ. ΠΑΠΑΔΟΠΟΥΛΟΣ: [877, 1222, 1098, 1239]
currency-row: [872, 661, 1103, 677]
ad-law-name: ΠΑΤΡΟΚΛΟΥ Δ. ΠΑΠΑΝΔΡΕΟΥ: [879, 1305, 1096, 1321]
company-share-label: Ἀεριόφωτος Ἀθηνῶν: [899, 564, 1024, 579]
exchange-table: [872, 710, 1103, 788]
company-share-label: Σιδηροδρόμων Π. Α. Π.: [890, 439, 1032, 454]
ad-raincoats-line2: ΣΤΟΥ ΙΩΑΝΝΟΥ ΑΝΔΡΕΟΠΟΥΛΟΥ: [1144, 1941, 1437, 1961]
company-share-value: 344.—: [1062, 408, 1101, 423]
